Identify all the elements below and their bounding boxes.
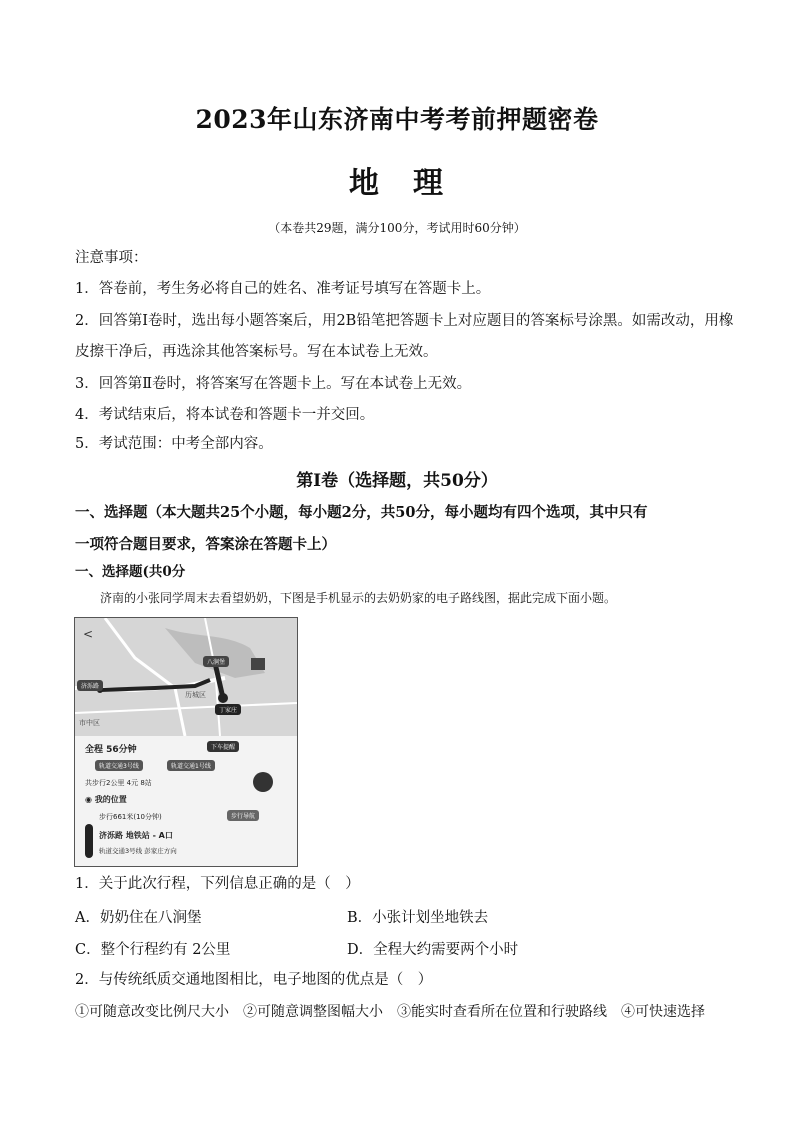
instruction-item: 5．考试范围：中考全部内容。 [75,436,273,452]
instruction-item: 4．考试结束后，将本试卷和答题卡一并交回。 [75,407,375,423]
instruction-item: 2．回答第Ⅰ卷时，选出每小题答案后，用2B铅笔把答题卡上对应题目的答案标号涂黑。如需改动，用橡 [75,313,734,329]
section-heading: 第Ⅰ卷（选择题，共50分） [296,471,498,491]
exam-title: 2023年山东济南中考考前押题密卷 [195,105,599,134]
map-label-licheng: 历城区 [185,691,206,699]
phone-route-screenshot [74,617,298,867]
question-1-option-d: D．全程大约需要两个小时 [347,942,519,958]
route-switch-icon[interactable] [253,772,273,792]
instruction-item: 3．回答第Ⅱ卷时，将答案写在答题卡上。写在本试卷上无效。 [75,376,472,392]
part-title: 一项符合题目要求，答案涂在答题卡上） [75,536,336,553]
my-location [85,794,127,805]
route-map [75,618,297,736]
route-summary: 共步行2公里 4元 8站 [85,779,152,787]
location-icon: ◉ [85,795,95,804]
question-1-option-c: C．整个行程约有 2公里 [75,942,231,958]
question-1-option-b: B．小张计划坐地铁去 [347,910,489,926]
instruction-item: 1．答卷前，考生务必将自己的姓名、准考证号填写在答题卡上。 [75,281,491,297]
question-1-option-a: A．奶奶住在八涧堡 [75,910,202,926]
car-reminder-button[interactable]: 下车提醒 [207,741,239,752]
map-label-dingjiazhuang: 丁家庄 [215,704,241,715]
instruction-item: 皮擦干净后，再选涂其他答案标号。写在本试卷上无效。 [75,344,438,360]
instructions-heading: 注意事项： [75,250,148,266]
sub-title: 一、选择题(共0分 [75,564,186,580]
walk-detail: 步行661米(10分钟) [99,813,162,821]
exam-note: （本卷共29题，满分100分，考试用时60分钟） [268,221,526,235]
station-name: 济泺路 地铁站 - A口 [99,831,173,840]
map-label-shizhong: 市中区 [79,719,100,727]
part-title: 一、选择题（本大题共25个小题，每小题2分，共50分，每小题均有四个选项，其中只有 [75,504,648,521]
question-1-stem: 1．关于此次行程，下列信息正确的是（ ） [75,876,360,892]
subway-line-icon [85,824,93,858]
question-intro: 济南的小张同学周末去看望奶奶，下图是手机显示的去奶奶家的电子路线图，据此完成下面小题。 [100,591,617,605]
subject-title: 地 理 [349,166,445,201]
route-total: 全程 56分钟 [85,745,137,755]
svg-text:<: < [83,627,94,641]
my-location-label: 我的位置 [94,795,127,804]
subway-tag-3: 轨道交通3号线 [95,760,143,771]
walk-nav-button[interactable]: 步行导航 [227,810,259,821]
route-panel [75,736,297,866]
question-2-stem: 2．与传统纸质交通地图相比，电子地图的优点是（ ） [75,972,433,988]
map-label-bajianbao: 八涧堡 [203,656,229,667]
map-graphic [75,618,297,736]
line-direction: 轨道交通3号线 彭家庄方向 [99,847,177,855]
subway-tag-1: 轨道交通1号线 [167,760,215,771]
map-label-jileroad: 济泺路 [77,680,103,691]
question-2-statements: ①可随意改变比例尺大小 ②可随意调整图幅大小 ③能实时查看所在位置和行驶路线 ④可快速选择 [75,1004,705,1020]
